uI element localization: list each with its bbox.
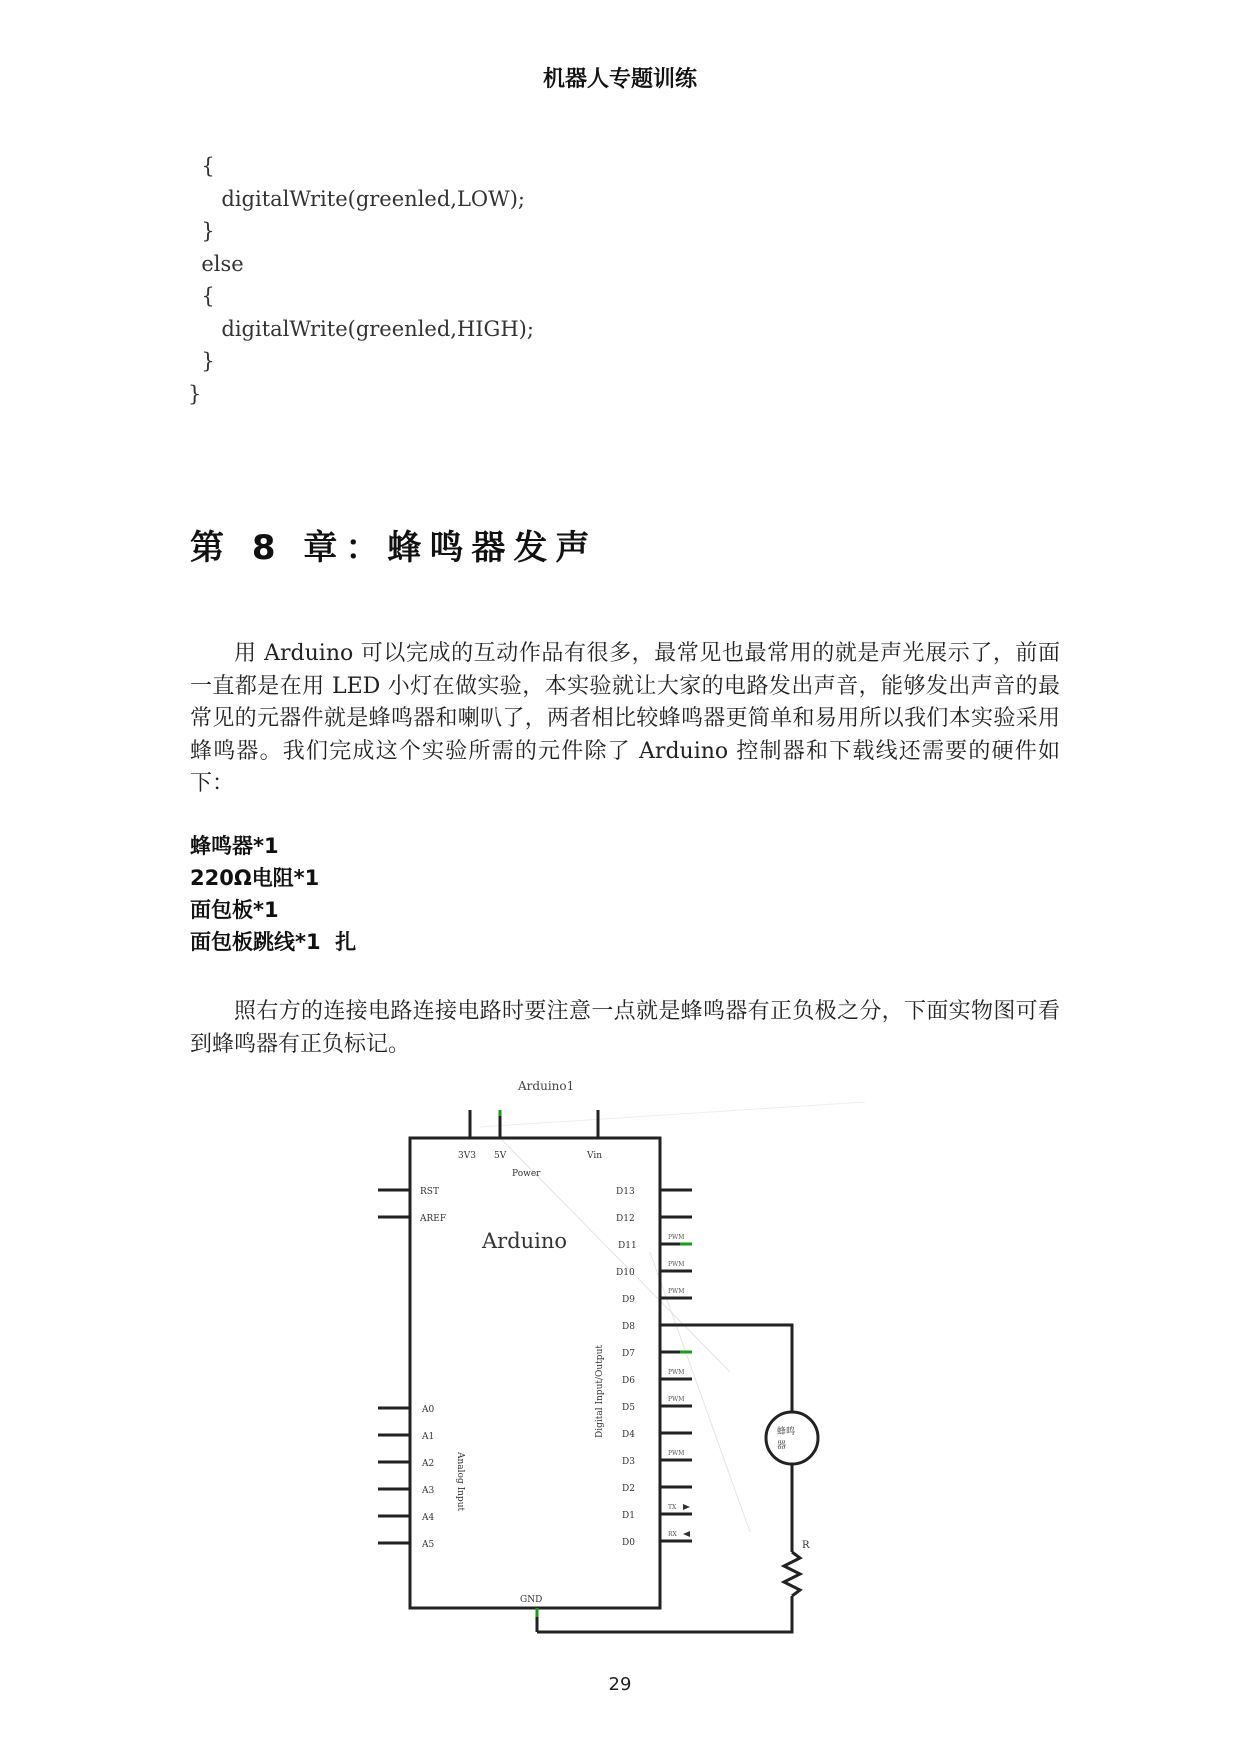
power-label: Power (512, 1169, 541, 1179)
tx-arrow-icon (683, 1504, 690, 1510)
code-block (188, 150, 534, 410)
pin-label-d11: D11 (618, 1241, 637, 1251)
pin-label-d7: D7 (622, 1349, 635, 1359)
pin-label-d13: D13 (616, 1187, 635, 1197)
gnd-label: GND (520, 1595, 543, 1605)
pin-label-a5: A5 (422, 1540, 435, 1550)
pin-label-5v: 5V (494, 1151, 507, 1161)
tx-marker: TX (668, 1504, 677, 1511)
pin-label-a2: A2 (422, 1459, 435, 1469)
pin-label-d2: D2 (622, 1484, 635, 1494)
diagram-caption: Arduino1 (518, 1079, 575, 1093)
code-line: } (188, 381, 202, 406)
pin-label-d12: D12 (616, 1214, 635, 1224)
pin-label-aref: AREF (420, 1214, 447, 1224)
digital-io-label: Digital Input/Output (595, 1345, 605, 1438)
parts-list-item: 面包板*1 (190, 898, 279, 922)
pwm-marker: PWM (668, 1369, 685, 1376)
resistor-label: R (802, 1540, 810, 1551)
code-line: digitalWrite(greenled,LOW); (188, 186, 525, 211)
buzzer-label-line1: 蜂鸣 (777, 1427, 796, 1437)
wire-resistor-to-gnd (537, 1596, 792, 1632)
pwm-marker: PWM (668, 1450, 685, 1457)
chapter-title: 第 8 章：蜂鸣器发声 (190, 528, 598, 568)
pin-label-vin: Vin (587, 1151, 603, 1161)
pwm-marker: PWM (668, 1261, 685, 1268)
wiring-paragraph: 照右方的连接电路连接电路时要注意一点就是蜂鸣器有正负极之分，下面实物图可看到蜂鸣器有正负标记。 (190, 999, 1060, 1057)
analog-input-label: Analog Input (455, 1452, 465, 1512)
code-line: } (188, 219, 215, 243)
code-line: { (188, 284, 215, 308)
pin-label-a3: A3 (422, 1486, 435, 1496)
parts-list (190, 830, 356, 958)
digital-pins (616, 1187, 692, 1548)
pin-label-d5: D5 (622, 1403, 635, 1413)
code-line: else (188, 251, 244, 276)
page-header: 机器人专题训练 (542, 67, 697, 92)
buzzer-symbol (766, 1412, 818, 1464)
circuit-diagram (350, 1072, 870, 1644)
board-title: Arduino (482, 1229, 568, 1253)
pwm-marker: PWM (668, 1396, 685, 1403)
pwm-marker: PWM (668, 1234, 685, 1241)
pin-label-d4: D4 (622, 1430, 635, 1440)
pin-label-d10: D10 (616, 1268, 635, 1278)
parts-list-item: 220Ω电阻*1 (190, 866, 320, 890)
code-line: { (188, 154, 215, 178)
pin-label-d6: D6 (622, 1376, 635, 1386)
pin-label-d0: D0 (622, 1538, 635, 1548)
pwm-marker: PWM (668, 1288, 685, 1295)
buzzer-label-line2: 器 (777, 1441, 787, 1451)
page-number: 29 (608, 1674, 632, 1695)
resistor-symbol (784, 1552, 800, 1596)
pin-label-rst: RST (420, 1187, 439, 1197)
rx-marker: RX (668, 1531, 677, 1538)
parts-list-item: 面包板跳线*1 扎 (190, 930, 357, 954)
parts-list-item: 蜂鸣器*1 (190, 834, 279, 858)
pin-label-d3: D3 (622, 1457, 635, 1467)
analog-pins (378, 1405, 434, 1550)
pin-label-a0: A0 (422, 1405, 435, 1415)
pin-label-a4: A4 (422, 1513, 435, 1523)
pin-label-d8: D8 (622, 1322, 635, 1332)
intro-paragraph: 用 Arduino 可以完成的互动作品有很多，最常见也最常用的就是声光展示了，前面一直都是在用 LED 小灯在做实验，本实验就让大家的电路发出声音，能够发出声音的最常见的元器件就是蜂鸣器和喇叭了，两者相比较蜂鸣器更简单和易用所以我们本实验采用蜂鸣器。我们完成这个实验所需的元件除了 Arduino 控制器和下载线还需要的硬件如下： (190, 641, 1060, 796)
pin-label-a1: A1 (422, 1432, 435, 1442)
pin-label-d9: D9 (622, 1295, 635, 1305)
pin-label-3v3: 3V3 (458, 1151, 476, 1161)
rx-arrow-icon (683, 1531, 690, 1537)
pin-label-d1: D1 (622, 1511, 635, 1521)
code-line: } (188, 349, 215, 373)
code-line: digitalWrite(greenled,HIGH); (188, 316, 534, 341)
